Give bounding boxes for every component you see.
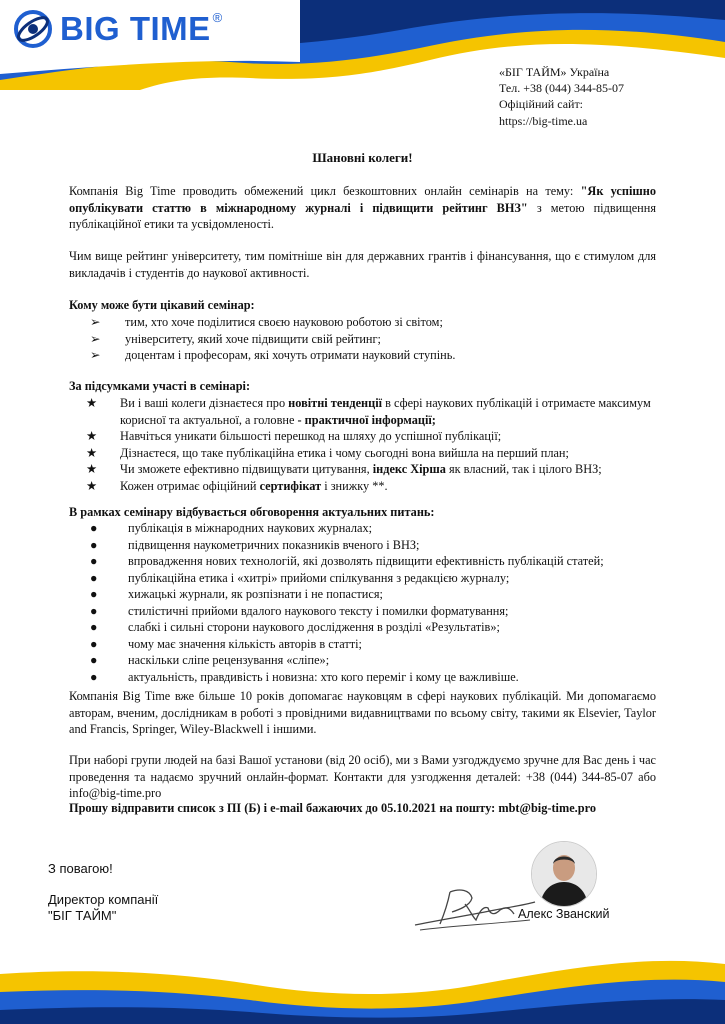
- footer-banner: [0, 944, 725, 1024]
- list-item: ➢ тим, хто хоче поділитися своєю науковою роботою зі світом;: [90, 315, 443, 329]
- audience-heading: Кому може бути цікавий семінар:: [69, 298, 255, 312]
- list-item: ● хижацькі журнали, як розпізнати і не попастися;: [90, 587, 383, 601]
- list-item: ● підвищення наукометричних показників вченого і ВНЗ;: [90, 537, 420, 552]
- avatar: [532, 842, 596, 906]
- results-heading: За підсумками участі в семінарі:: [69, 379, 251, 393]
- list-item: ● впровадження нових технологій, які дозволять підвищити ефективність публікацій статей;: [90, 554, 604, 568]
- list-item: ★ Кожен отримає офіційний сертифікат і знижку **.: [86, 478, 388, 493]
- company-name: «БІГ ТАЙМ» Україна: [499, 65, 610, 79]
- star-icon: ★: [86, 396, 98, 410]
- director-photo: [531, 841, 597, 907]
- bullet-icon: ●: [90, 554, 98, 568]
- phone: Тел. +38 (044) 344-85-07: [499, 81, 624, 96]
- list-item: ★ Ви і ваші колеги дізнаєтеся про новітні тенденції в сфері наукових публікацій і отримаєте максимум корисної та актуальної, а головне - практичної інформації;: [86, 396, 651, 427]
- star-icon: ★: [86, 478, 98, 493]
- star-icon: ★: [86, 462, 98, 476]
- list-item: ● наскільки сліпе рецензування «сліпе»;: [90, 653, 330, 667]
- site-url[interactable]: https://big-time.ua: [499, 113, 588, 128]
- bullet-icon: ●: [90, 603, 98, 618]
- bullet-icon: ●: [90, 636, 98, 651]
- site-label: Офіційний сайт:: [499, 97, 584, 112]
- star-icon: ★: [86, 445, 98, 460]
- bullet-icon: ●: [90, 669, 98, 684]
- signer-title-line2: "БІГ ТАЙМ": [48, 908, 117, 923]
- list-item: ● чому має значення кількість авторів в статті;: [90, 636, 362, 651]
- list-item: ➢ університету, який хоче підвищити свій рейтинг;: [90, 331, 381, 346]
- list-item: ★ Навчіться уникати більшості перешкод на шляху до успішної публікації;: [86, 429, 502, 443]
- bullet-icon: ●: [90, 570, 98, 585]
- greeting: Шановні колеги!: [312, 150, 413, 165]
- brand-name: BIG TIME: [60, 10, 211, 47]
- closing-request: Прошу відправити список з ПІ (Б) і e-mail бажаючих до 05.10.2021 на пошту: mbt@big-time.pro: [69, 801, 596, 815]
- star-icon: ★: [86, 429, 98, 443]
- list-item: ● актуальність, правдивість і новизна: хто кого переміг і кому це важливіше.: [90, 669, 519, 684]
- list-item: ➢ доцентам і професорам, які хочуть отримати науковий ступінь.: [90, 348, 456, 362]
- regards: З повагою!: [48, 861, 113, 876]
- results-list: [86, 395, 656, 494]
- arrow-icon: ➢: [90, 348, 101, 362]
- closing-paragraph-1: Компанія Big Time вже більше 10 років допомагає науковцям в сфері наукових публікацій. Ми допомагаємо авторам, вченим, дослідникам в роботі з провідними видавництвами по всьому світу, такими як Elsevier, Taylor and Francis, Springer, Wiley-Blackwell і іншими.: [69, 689, 656, 736]
- list-item: ● публікаційна етика і «хитрі» прийоми спілкування з редакцією журналу;: [90, 570, 510, 585]
- signer-name: Алекс Званский: [518, 907, 610, 921]
- bullet-icon: ●: [90, 521, 98, 535]
- intro-paragraph-2: Чим вище рейтинг університету, тим помітніше він для державних грантів і фінансування, що є стимулом для викладачів і студентів до наукової активності.: [69, 249, 656, 280]
- signer-title: [48, 892, 158, 924]
- bullet-icon: ●: [90, 537, 98, 552]
- topics-heading: В рамках семінару відбувається обговорення актуальних питань:: [69, 505, 435, 519]
- list-item: ★ Дізнаєтеся, що таке публікаційна етика і чому сьогодні вона вийшла на перший план;: [86, 445, 569, 460]
- signer-title-line1: Директор компанії: [48, 892, 159, 907]
- bullet-icon: ●: [90, 587, 98, 601]
- bullet-icon: ●: [90, 620, 98, 634]
- list-item: ★ Чи зможете ефективно підвищувати цитування, індекс Хірша як власний, так і цілого ВНЗ;: [86, 462, 602, 476]
- intro-paragraph-1: Компанія Big Time проводить обмежений цикл безкоштовних онлайн семінарів на тему: "Як успішно опублікувати статтю в міжнародному журналі і підвищити рейтинг ВНЗ" з метою підвищення публікаційної етики та усвідомленості.: [69, 184, 657, 231]
- list-item: ● слабкі і сильні сторони наукового дослідження в розділі «Результатів»;: [90, 620, 500, 634]
- globe-icon: [12, 8, 54, 50]
- arrow-icon: ➢: [90, 331, 101, 346]
- brand-logo: [12, 8, 222, 50]
- bullet-icon: ●: [90, 653, 98, 667]
- audience-list: [90, 314, 656, 364]
- arrow-icon: ➢: [90, 315, 101, 329]
- contact-block: [499, 64, 624, 129]
- registered-mark: ®: [212, 9, 223, 25]
- list-item: ● стилістичні прийоми вдалого наукового тексту і помилки форматування;: [90, 603, 509, 618]
- topics-list: [90, 520, 656, 685]
- closing-paragraph-2: При наборі групи людей на базі Вашої установи (від 20 осіб), ми з Вами узгодждуємо зручне для Вас день і час проведення та надаємо зручний онлайн-формат. Контакти для узгодження деталей: +38 (044) 344-85-07 або info@big-time.pro: [69, 753, 656, 800]
- list-item: ● публікація в міжнародних наукових журналах;: [90, 521, 373, 535]
